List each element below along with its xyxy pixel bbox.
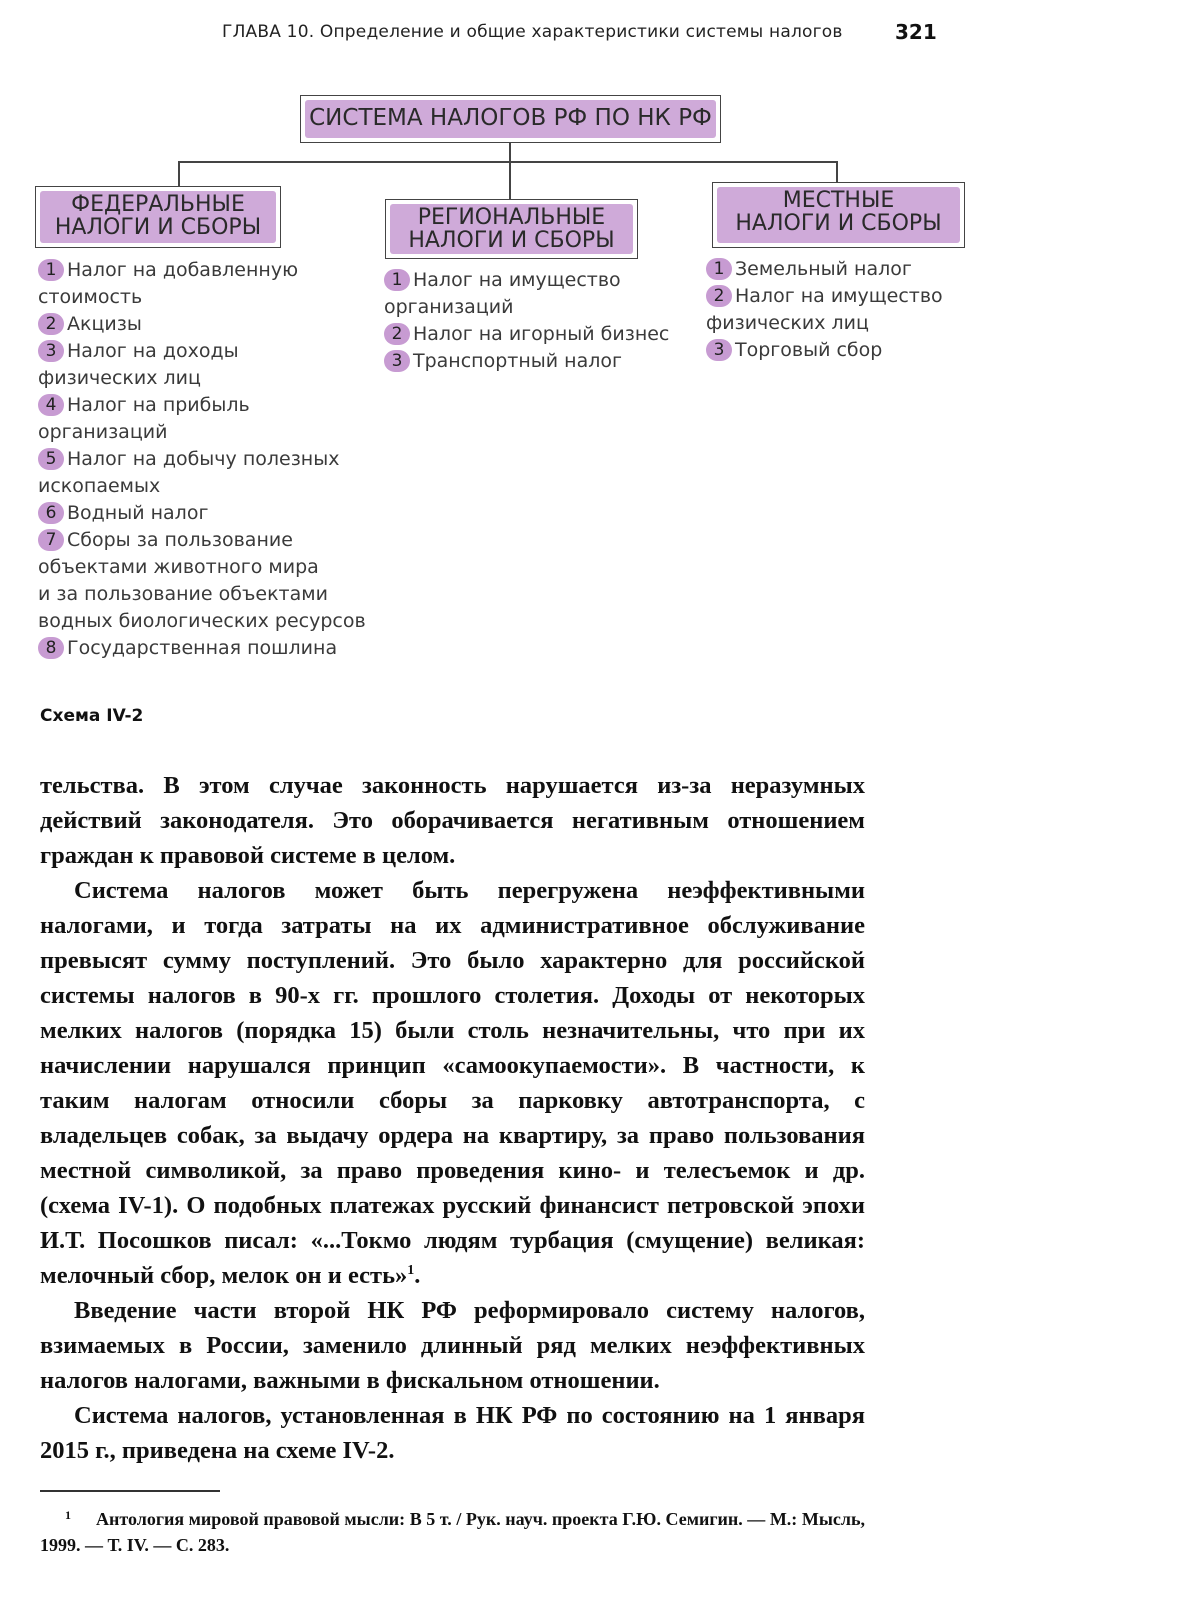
paragraph: Система налогов, установленная в НК РФ по состоянию на 1 января 2015 г., приведена на схеме IV-2. <box>40 1402 865 1464</box>
connector-regional <box>509 161 511 199</box>
federal-title-line1: ФЕДЕРАЛЬНЫЕ <box>71 192 245 217</box>
paragraph-end: . <box>414 1262 421 1289</box>
regional-title-line2: НАЛОГИ И СБОРЫ <box>408 228 615 254</box>
item-text: организаций <box>384 296 514 318</box>
item-text: организаций <box>38 421 168 443</box>
local-title-line1: МЕСТНЫЕ <box>782 188 895 213</box>
item-text: Налог на имущество <box>735 285 943 307</box>
local-title-line2: НАЛОГИ И СБОРЫ <box>735 211 942 237</box>
item-text: ископаемых <box>38 475 161 497</box>
item-text: объектами животного мира <box>38 556 319 578</box>
item-number: 1 <box>384 269 410 291</box>
item-text: Водный налог <box>67 502 209 524</box>
item-text: водных биологических ресурсов <box>38 610 366 632</box>
item-number: 3 <box>384 350 410 372</box>
list-item <box>38 338 398 392</box>
regional-title <box>386 200 637 252</box>
regional-box <box>385 199 638 259</box>
footnote-text: Антология мировой правовой мысли: В 5 т. / Рук. науч. проекта Г.Ю. Семигин. — М.: Мысль, 1999. — Т. IV. — С. 283. <box>40 1509 865 1555</box>
chapter-title: ГЛАВА 10. Определение и общие характеристики системы налогов <box>222 22 843 42</box>
federal-title-line2: НАЛОГИ И СБОРЫ <box>54 215 262 241</box>
item-text: физических лиц <box>706 312 869 334</box>
item-number: 3 <box>706 339 732 361</box>
list-item <box>706 256 1006 283</box>
list-item <box>38 446 398 500</box>
item-number: 7 <box>38 529 64 551</box>
item-text: Государственная пошлина <box>67 637 338 659</box>
footnote-divider <box>40 1490 220 1492</box>
paragraph <box>40 873 865 1293</box>
list-item <box>38 311 398 338</box>
item-number: 2 <box>384 323 410 345</box>
list-item <box>384 267 704 321</box>
federal-title <box>36 187 280 239</box>
federal-list <box>38 257 398 662</box>
item-text: Сборы за пользование <box>67 529 293 551</box>
item-number: 2 <box>706 285 732 307</box>
item-number: 1 <box>38 259 64 281</box>
item-text: Торговый сбор <box>735 339 883 361</box>
local-list <box>706 256 1006 364</box>
list-item <box>38 392 398 446</box>
item-text: стоимость <box>38 286 143 308</box>
federal-box <box>35 186 281 248</box>
item-number: 8 <box>38 637 64 659</box>
paragraph: Введение части второй НК РФ реформировало систему налогов, взимаемых в России, заменило длинный ряд мелких неэффективных налогов налогами, важными в фискальном отношении. <box>40 1297 865 1394</box>
regional-title-line1: РЕГИОНАЛЬНЫЕ <box>417 205 606 230</box>
item-text: Транспортный налог <box>413 350 622 372</box>
list-item <box>384 348 704 375</box>
root-box <box>300 95 721 143</box>
local-title <box>713 183 964 235</box>
paragraph-text: Система налогов может быть перегружена неэффективными налогами, и тогда затраты на их административное обслуживание превысят сумму поступлений. Это было характерно для российской системы налогов в 90-х гг. прошлого столетия. Доходы от некоторых мелких налогов (порядка 15) были столь незначительны, что при их начислении нарушался принцип «самоокупаемости». В частности, к таким налогам относили сборы за парковку автотранспорта, с владельцев собак, за выдачу ордера на квартиру, за право пользования местной символикой, за право проведения кино- и телесъемок и др. (схема IV-1). О подобных платежах русский финансист петровской эпохи И.Т. Посошков писал: «...Токмо людям турбация (смущение) великая: мелочный сбор, мелок он и есть» <box>40 877 865 1289</box>
item-text: Налог на имущество <box>413 269 621 291</box>
item-number: 3 <box>38 340 64 362</box>
root-title: СИСТЕМА НАЛОГОВ РФ ПО НК РФ <box>309 105 712 131</box>
item-text: Налог на доходы <box>67 340 239 362</box>
item-text: Земельный налог <box>735 258 912 280</box>
item-text: Налог на прибыль <box>67 394 250 416</box>
item-number: 1 <box>706 258 732 280</box>
connector-horizontal <box>178 161 838 163</box>
item-text: Налог на игорный бизнес <box>413 323 670 345</box>
body-text <box>40 768 865 1468</box>
figure-caption: Схема IV-2 <box>40 706 144 726</box>
item-number: 6 <box>38 502 64 524</box>
list-item <box>706 337 1006 364</box>
connector-root-down <box>509 143 511 162</box>
local-box <box>712 182 965 248</box>
regional-list <box>384 267 704 375</box>
list-item <box>38 257 398 311</box>
tax-system-diagram <box>0 0 1203 700</box>
item-number: 5 <box>38 448 64 470</box>
item-text: Налог на добычу полезных <box>67 448 340 470</box>
item-number: 2 <box>38 313 64 335</box>
list-item <box>38 635 398 662</box>
list-item <box>38 527 398 635</box>
connector-local <box>836 161 838 182</box>
list-item <box>706 283 1006 337</box>
item-text: физических лиц <box>38 367 201 389</box>
footnote-mark: 1 <box>65 1508 71 1522</box>
item-text: и за пользование объектами <box>38 583 328 605</box>
footnote-ref: 1 <box>407 1262 415 1278</box>
footnote <box>40 1502 865 1558</box>
item-text: Налог на добавленную <box>67 259 299 281</box>
item-number: 4 <box>38 394 64 416</box>
paragraph: тельства. В этом случае законность нарушается из-за неразумных действий законодателя. Это оборачивается негативным отношением граждан к правовой системе в целом. <box>40 772 865 869</box>
list-item <box>38 500 398 527</box>
item-text: Акцизы <box>67 313 142 335</box>
page-number: 321 <box>895 20 937 44</box>
connector-federal <box>178 161 180 186</box>
list-item <box>384 321 704 348</box>
